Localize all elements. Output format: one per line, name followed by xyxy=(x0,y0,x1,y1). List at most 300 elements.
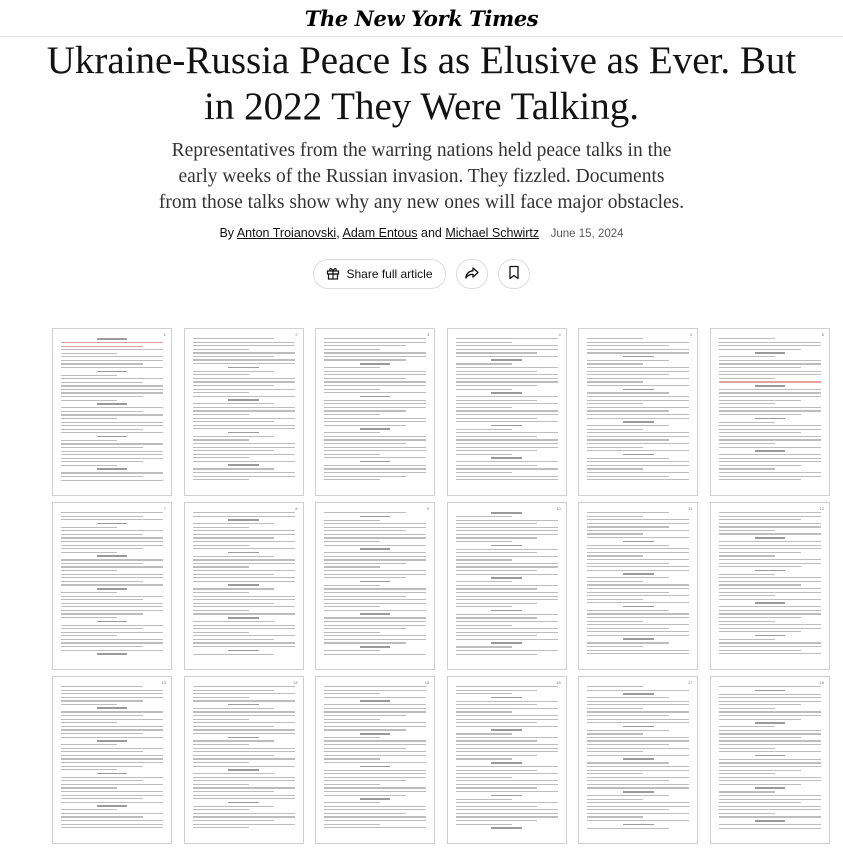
document-line xyxy=(97,403,128,405)
document-line xyxy=(193,447,295,448)
document-line xyxy=(360,581,391,583)
document-line xyxy=(491,359,522,361)
document-line xyxy=(193,748,295,749)
document-line xyxy=(324,570,426,571)
document-line xyxy=(324,791,426,792)
document-line xyxy=(456,726,558,727)
document-line xyxy=(324,762,426,763)
document-page[interactable] xyxy=(184,676,304,844)
document-line xyxy=(755,690,786,692)
document-line xyxy=(193,625,295,626)
document-line xyxy=(587,533,643,534)
document-line xyxy=(193,693,295,694)
document-line xyxy=(587,701,689,702)
document-line xyxy=(456,396,558,397)
document-line xyxy=(587,461,689,462)
document-line xyxy=(324,421,426,422)
document-line xyxy=(587,468,643,469)
document-line xyxy=(456,744,558,745)
document-line xyxy=(587,595,689,596)
document-line xyxy=(324,740,426,741)
document-line xyxy=(587,828,669,829)
document-line xyxy=(193,806,275,807)
document-line xyxy=(324,592,426,593)
document-line xyxy=(324,824,380,825)
document-line xyxy=(228,802,259,804)
document-line xyxy=(61,613,143,614)
document-line xyxy=(193,541,295,542)
document-line xyxy=(587,806,689,807)
document-line xyxy=(719,697,821,698)
document-line xyxy=(587,744,669,745)
document-line xyxy=(193,628,295,629)
document-line xyxy=(587,450,689,451)
document-page[interactable] xyxy=(710,502,830,670)
document-line xyxy=(587,523,689,524)
save-button[interactable] xyxy=(498,259,530,289)
document-page[interactable] xyxy=(315,676,435,844)
document-line xyxy=(61,824,163,825)
document-line xyxy=(193,479,249,480)
document-line xyxy=(456,432,558,433)
document-line xyxy=(324,385,426,386)
document-line xyxy=(97,621,128,623)
document-line xyxy=(456,570,538,571)
document-line xyxy=(324,606,380,607)
document-page[interactable] xyxy=(447,502,567,670)
publish-date: June 15, 2024 xyxy=(550,228,624,240)
document-line xyxy=(324,349,380,350)
document-line xyxy=(228,432,259,434)
nyt-logo[interactable]: The New York Times xyxy=(304,5,539,31)
document-line xyxy=(61,353,117,354)
document-line xyxy=(719,581,821,582)
document-page-number: 18 xyxy=(819,680,824,685)
document-line xyxy=(61,719,163,720)
document-line xyxy=(324,603,426,604)
document-line xyxy=(719,479,801,480)
document-line xyxy=(324,625,426,626)
document-line xyxy=(324,787,426,788)
document-line xyxy=(61,755,163,756)
document-line xyxy=(587,588,689,589)
document-page-number: 7 xyxy=(163,506,166,511)
document-line xyxy=(193,428,295,429)
document-line xyxy=(587,708,643,709)
share-arrow-icon xyxy=(464,266,480,283)
document-line xyxy=(324,654,426,655)
document-page[interactable] xyxy=(315,502,435,670)
document-line xyxy=(324,530,406,531)
document-line xyxy=(61,617,117,618)
document-line xyxy=(61,349,163,350)
document-line xyxy=(193,577,295,578)
document-line xyxy=(719,378,775,379)
document-line xyxy=(324,418,426,419)
document-line xyxy=(456,450,538,451)
document-line xyxy=(456,338,558,339)
document-line xyxy=(61,722,117,723)
document-line xyxy=(587,813,689,814)
document-page-number: 2 xyxy=(295,332,298,337)
document-line xyxy=(324,574,426,575)
document-line xyxy=(587,537,689,538)
document-line xyxy=(97,588,128,590)
document-line xyxy=(719,809,821,810)
document-line xyxy=(719,730,821,731)
document-line xyxy=(719,512,821,513)
document-page[interactable] xyxy=(52,328,172,496)
document-line xyxy=(755,602,786,604)
document-line xyxy=(324,559,426,560)
document-line xyxy=(719,642,821,643)
document-page-number: 11 xyxy=(688,506,693,511)
document-page-number: 15 xyxy=(424,680,430,685)
document-line xyxy=(193,697,249,698)
document-line xyxy=(456,410,558,411)
document-line xyxy=(61,646,143,647)
document-page[interactable] xyxy=(710,676,830,844)
document-line xyxy=(719,530,775,531)
document-line xyxy=(587,403,643,404)
byline xyxy=(0,226,843,240)
document-line xyxy=(61,751,143,752)
document-line xyxy=(623,454,654,456)
document-line xyxy=(324,520,380,521)
document-line xyxy=(456,530,558,531)
document-line xyxy=(587,650,689,651)
document-line xyxy=(193,537,275,538)
document-line xyxy=(456,421,558,422)
document-text-block xyxy=(61,686,163,837)
document-line xyxy=(456,773,558,774)
document-line xyxy=(193,342,295,343)
document-line xyxy=(324,726,426,727)
document-line xyxy=(193,610,249,611)
author-link-1[interactable]: Anton Troianovski xyxy=(236,226,337,240)
document-line xyxy=(719,631,801,632)
document-page[interactable] xyxy=(52,502,172,670)
document-line xyxy=(61,581,143,582)
document-line xyxy=(97,468,128,470)
document-line xyxy=(719,653,821,654)
document-line xyxy=(456,766,558,767)
document-line xyxy=(719,410,821,411)
document-line xyxy=(61,385,163,386)
document-line xyxy=(587,371,689,372)
document-line xyxy=(491,762,522,764)
document-line xyxy=(61,606,163,607)
share-full-article-button[interactable] xyxy=(313,259,445,289)
document-line xyxy=(587,516,643,517)
document-line xyxy=(324,635,426,636)
document-line xyxy=(193,827,249,828)
document-line xyxy=(456,465,538,466)
document-text-block xyxy=(719,338,821,489)
document-line xyxy=(193,777,295,778)
document-line xyxy=(324,588,426,589)
document-line xyxy=(360,733,391,735)
document-line xyxy=(491,610,522,612)
document-line xyxy=(719,748,775,749)
document-line xyxy=(193,512,295,513)
document-line xyxy=(456,686,558,687)
document-line xyxy=(719,802,801,803)
document-line xyxy=(61,635,117,636)
document-line xyxy=(587,740,689,741)
document-page[interactable] xyxy=(578,328,698,496)
document-line xyxy=(587,338,643,339)
document-line xyxy=(61,795,163,796)
document-line xyxy=(587,545,669,546)
document-line xyxy=(193,574,275,575)
document-line xyxy=(491,512,522,514)
document-line xyxy=(360,396,391,398)
document-line xyxy=(360,516,391,518)
document-line xyxy=(456,719,558,720)
document-line xyxy=(587,722,689,723)
document-line xyxy=(61,599,143,600)
document-page[interactable] xyxy=(184,328,304,496)
document-line xyxy=(228,617,259,619)
document-line xyxy=(228,519,259,521)
document-line xyxy=(324,773,426,774)
document-line xyxy=(324,425,406,426)
document-line xyxy=(324,722,426,723)
document-line xyxy=(587,519,689,520)
document-line xyxy=(456,349,558,350)
document-page[interactable] xyxy=(184,502,304,670)
document-line xyxy=(719,566,801,567)
article-headline: Ukraine-Russia Peace Is as Elusive as Ever. But in 2022 They Were Talking. xyxy=(46,39,797,128)
document-line xyxy=(456,342,512,343)
document-line xyxy=(193,766,295,767)
document-line xyxy=(456,479,558,480)
document-line xyxy=(719,719,801,720)
document-line xyxy=(719,519,801,520)
document-line xyxy=(193,468,275,469)
document-line xyxy=(193,534,295,535)
document-page[interactable] xyxy=(315,328,435,496)
document-line xyxy=(61,414,163,415)
document-line xyxy=(324,476,406,477)
document-line xyxy=(61,440,117,441)
document-line xyxy=(61,798,143,799)
document-line xyxy=(61,480,163,481)
document-line xyxy=(61,584,163,585)
document-line xyxy=(324,479,380,480)
document-line xyxy=(587,820,689,821)
document-line xyxy=(456,541,512,542)
document-line xyxy=(623,693,654,695)
document-line xyxy=(193,791,275,792)
document-line xyxy=(324,552,426,553)
document-line xyxy=(324,585,380,586)
document-page-number: 10 xyxy=(556,506,561,511)
document-line xyxy=(193,824,295,825)
document-page[interactable] xyxy=(447,676,567,844)
document-line xyxy=(97,523,128,525)
document-line xyxy=(587,400,689,401)
document-line xyxy=(456,574,558,575)
document-line xyxy=(719,559,821,560)
document-line xyxy=(456,802,558,803)
document-line xyxy=(587,711,689,712)
document-line xyxy=(324,809,426,810)
document-line xyxy=(456,461,558,462)
document-line xyxy=(61,451,163,452)
document-line xyxy=(193,780,295,781)
document-line xyxy=(360,646,391,648)
document-page-number: 12 xyxy=(819,506,824,511)
document-line xyxy=(324,596,406,597)
document-line xyxy=(719,740,821,741)
document-line xyxy=(61,762,163,763)
document-line xyxy=(61,729,163,730)
document-line xyxy=(587,697,669,698)
document-text-block xyxy=(719,686,821,837)
document-line xyxy=(456,447,558,448)
document-line xyxy=(456,443,558,444)
document-page-number: 13 xyxy=(161,680,166,685)
document-line xyxy=(324,737,380,738)
document-line xyxy=(193,527,249,528)
document-line xyxy=(456,751,558,752)
document-line xyxy=(193,809,249,810)
document-line xyxy=(456,787,538,788)
document-line xyxy=(587,719,689,720)
document-line xyxy=(719,701,821,702)
document-line xyxy=(228,464,259,466)
document-line xyxy=(61,596,163,597)
document-line xyxy=(193,371,275,372)
document-line xyxy=(719,751,821,752)
document-line xyxy=(97,371,128,373)
document-line xyxy=(587,748,689,749)
article-actions xyxy=(0,259,843,289)
document-line xyxy=(719,414,801,415)
document-gallery xyxy=(52,328,830,844)
document-line xyxy=(324,806,426,807)
document-line xyxy=(719,799,821,800)
document-line xyxy=(360,700,391,702)
document-line xyxy=(193,719,249,720)
document-line xyxy=(587,777,689,778)
document-line xyxy=(587,392,669,393)
document-line xyxy=(61,512,163,513)
document-line xyxy=(228,367,259,369)
document-line xyxy=(456,777,512,778)
share-button-label: Share full article xyxy=(346,267,433,281)
document-line xyxy=(755,635,786,637)
document-line xyxy=(61,342,163,343)
document-line xyxy=(456,552,538,553)
document-text-block xyxy=(324,512,426,663)
document-line xyxy=(587,367,689,368)
document-line xyxy=(719,371,821,372)
document-line xyxy=(719,429,821,430)
document-text-block xyxy=(324,686,426,837)
document-line xyxy=(719,443,775,444)
document-page[interactable] xyxy=(578,676,698,844)
document-page[interactable] xyxy=(447,328,567,496)
document-line xyxy=(228,650,259,652)
document-line xyxy=(719,733,821,734)
document-line xyxy=(587,599,643,600)
document-line xyxy=(587,799,643,800)
document-line xyxy=(456,385,538,386)
document-line xyxy=(193,443,295,444)
document-line xyxy=(61,545,163,546)
document-line xyxy=(193,352,295,353)
document-line xyxy=(755,450,786,452)
document-line xyxy=(587,602,689,603)
document-line xyxy=(456,407,512,408)
author-link-2[interactable]: Adam Entous xyxy=(342,226,418,240)
document-line xyxy=(61,769,117,770)
document-line xyxy=(719,407,821,408)
document-line xyxy=(491,392,522,394)
document-line xyxy=(719,715,821,716)
document-page[interactable] xyxy=(578,502,698,670)
document-line xyxy=(61,704,117,705)
share-button[interactable] xyxy=(456,259,488,289)
document-page[interactable] xyxy=(710,328,830,496)
document-line xyxy=(623,726,654,728)
document-page[interactable] xyxy=(52,676,172,844)
document-line xyxy=(193,820,275,821)
document-line xyxy=(193,700,295,701)
document-line xyxy=(491,457,522,459)
document-line xyxy=(324,563,406,564)
document-line xyxy=(719,599,821,600)
document-line xyxy=(61,429,143,430)
author-link-3[interactable]: Michael Schwirtz xyxy=(445,226,540,240)
document-line xyxy=(97,436,128,438)
document-line xyxy=(587,360,669,361)
document-line xyxy=(623,791,654,793)
document-page-number: 14 xyxy=(293,680,298,685)
document-line xyxy=(61,791,163,792)
document-line xyxy=(324,610,426,611)
document-line xyxy=(324,436,426,437)
document-line xyxy=(456,614,558,615)
document-line xyxy=(193,454,295,455)
document-line xyxy=(587,617,689,618)
document-line xyxy=(456,581,512,582)
document-line xyxy=(360,461,391,463)
document-line xyxy=(456,780,558,781)
document-line xyxy=(324,719,380,720)
document-line xyxy=(193,744,249,745)
document-line xyxy=(491,577,522,579)
document-line xyxy=(456,654,538,655)
document-line xyxy=(61,711,163,712)
document-line xyxy=(456,737,558,738)
document-line xyxy=(193,385,275,386)
document-line xyxy=(61,766,143,767)
document-line xyxy=(719,555,775,556)
document-line xyxy=(719,766,821,767)
document-line xyxy=(228,737,259,739)
document-line xyxy=(193,795,295,796)
document-line xyxy=(587,396,689,397)
document-line xyxy=(193,374,249,375)
document-line xyxy=(193,816,295,817)
document-line xyxy=(324,389,380,390)
document-line xyxy=(456,345,558,346)
document-line xyxy=(456,621,558,622)
